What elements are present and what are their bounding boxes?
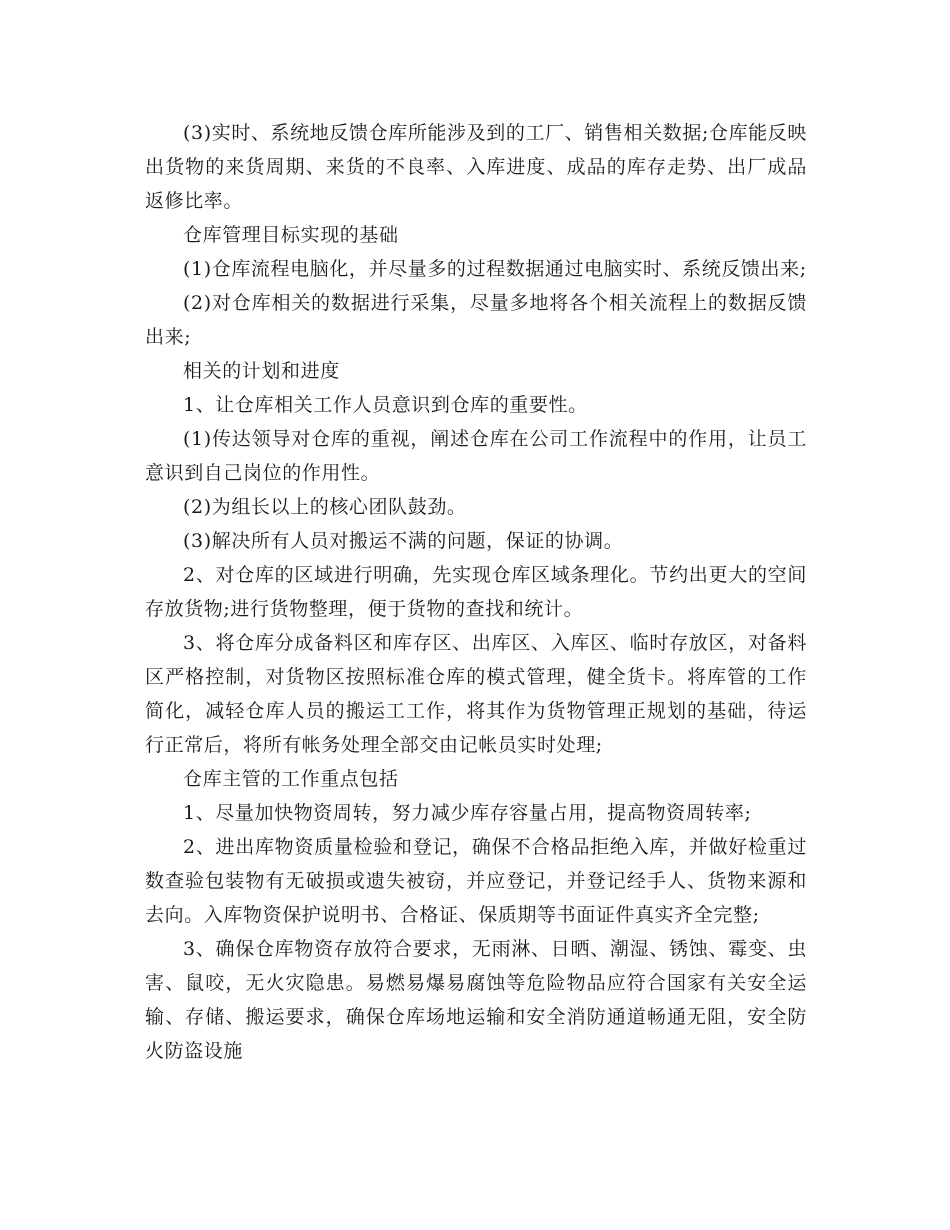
- paragraph: (2)为组长以上的核心团队鼓劲。: [183, 496, 467, 518]
- section-heading: 相关的计划和进度: [183, 360, 340, 382]
- paragraph: 2、进出库物资质量检验和登记，确保不合格品拒绝入库，并做好检重过数查验包装物有无破损或遗失被窃，并应登记，并登记经手人、货物来源和去向。入库物资保护说明书、合格证、保质期等书面证件真实齐全完整;: [145, 836, 807, 926]
- paragraph: 2、对仓库的区域进行明确，先实现仓库区域条理化。节约出更大的空间存放货物;进行货物整理，便于货物的查找和统计。: [145, 564, 807, 620]
- paragraph: (2)对仓库相关的数据进行采集，尽量多地将各个相关流程上的数据反馈出来;: [145, 292, 807, 348]
- document-body: [145, 116, 807, 1068]
- paragraph: 3、确保仓库物资存放符合要求，无雨淋、日晒、潮湿、锈蚀、霉变、虫害、鼠咬，无火灾隐患。易燃易爆易腐蚀等危险物品应符合国家有关安全运输、存储、搬运要求，确保仓库场地运输和安全消防通道畅通无阻，安全防火防盗设施: [145, 938, 807, 1062]
- paragraph: 3、将仓库分成备料区和库存区、出库区、入库区、临时存放区，对备料区严格控制，对货物区按照标准仓库的模式管理，健全货卡。将库管的工作简化，减轻仓库人员的搬运工工作，将其作为货物管理正规划的基础，待运行正常后，将所有帐务处理全部交由记帐员实时处理;: [145, 632, 807, 756]
- paragraph: (1)传达领导对仓库的重视，阐述仓库在公司工作流程中的作用，让员工意识到自己岗位的作用性。: [145, 428, 807, 484]
- section-heading: 仓库主管的工作重点包括: [183, 768, 399, 790]
- paragraph: (1)仓库流程电脑化，并尽量多的过程数据通过电脑实时、系统反馈出来;: [183, 258, 807, 280]
- paragraph: (3)实时、系统地反馈仓库所能涉及到的工厂、销售相关数据;仓库能反映出货物的来货周期、来货的不良率、入库进度、成品的库存走势、出厂成品返修比率。: [145, 122, 807, 212]
- paragraph: (3)解决所有人员对搬运不满的问题，保证的协调。: [183, 530, 624, 552]
- paragraph: 1、让仓库相关工作人员意识到仓库的重要性。: [183, 394, 588, 416]
- section-heading: 仓库管理目标实现的基础: [183, 224, 399, 246]
- paragraph: 1、尽量加快物资周转，努力减少库存容量占用，提高物资周转率;: [183, 802, 752, 824]
